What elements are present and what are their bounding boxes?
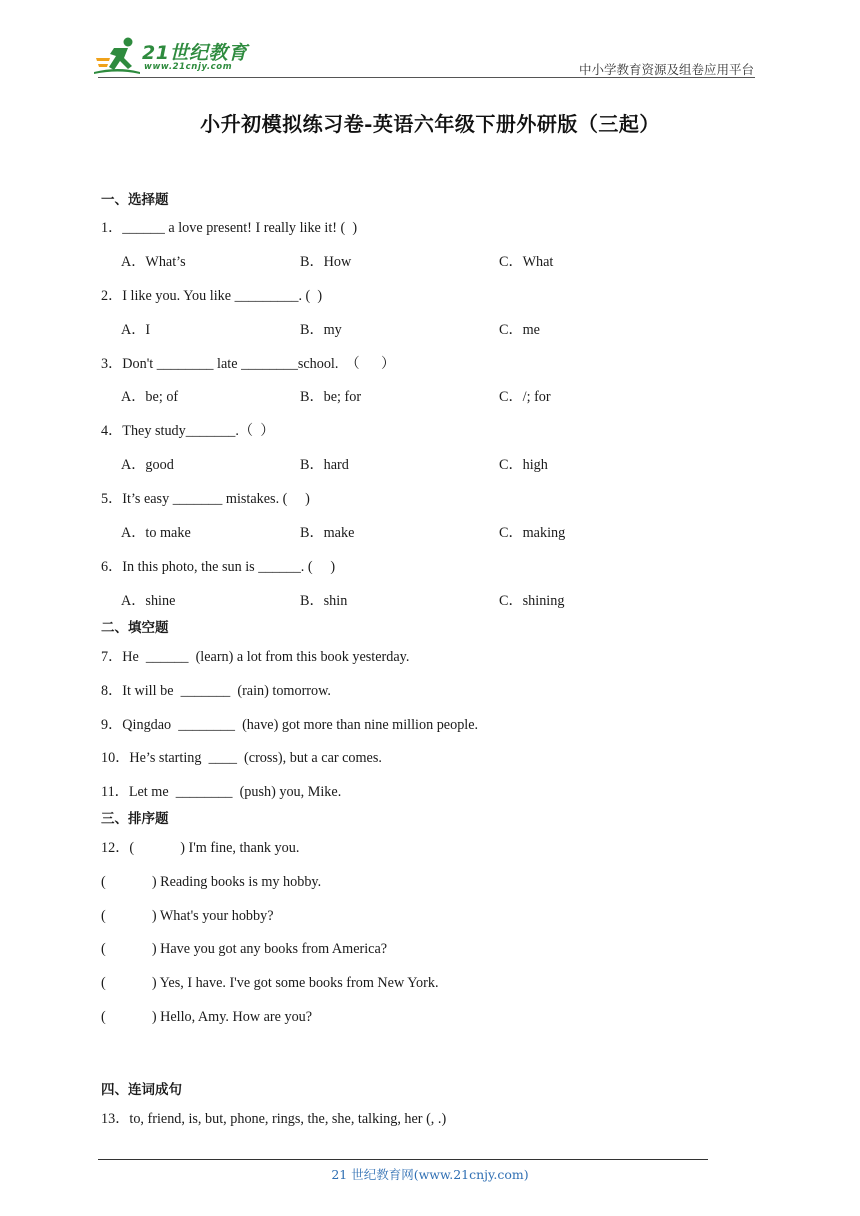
section-title-fill: 二、填空题 xyxy=(101,620,169,636)
q2-option-c: C．me xyxy=(499,322,540,338)
logo-text: 21世纪教育 xyxy=(142,42,248,64)
order-item: ( ) Reading books is my hobby. xyxy=(101,874,322,890)
question-11: 11．Let me ________ (push) you, Mike. xyxy=(101,784,342,800)
question-9: 9．Qingdao ________ (have) got more than nine million people. xyxy=(101,717,479,733)
question-10: 10．He’s starting ____ (cross), but a car comes. xyxy=(101,750,382,766)
order-item: ( ) Have you got any books from America? xyxy=(101,941,388,957)
q1-option-b: B．How xyxy=(300,254,352,270)
logo-url: www.21cnjy.com xyxy=(144,62,233,72)
q1-option-a: A．What’s xyxy=(121,254,186,270)
footer-link[interactable]: 21 世纪教育网(www.21cnjy.com) xyxy=(331,1167,529,1182)
question-13: 13．to, friend, is, but, phone, rings, the, she, talking, her (, .) xyxy=(101,1111,447,1127)
q3-option-c: C．/; for xyxy=(499,389,551,405)
section-title-order: 三、排序题 xyxy=(101,811,169,827)
question-7: 7．He ______ (learn) a lot from this book yesterday. xyxy=(101,649,410,665)
page-header xyxy=(0,0,860,80)
q6-option-b: B．shin xyxy=(300,593,348,609)
question-12: 12．( ) I'm fine, thank you. xyxy=(101,840,300,856)
runner-logo-icon xyxy=(94,36,142,76)
q2-option-a: A．I xyxy=(121,322,151,338)
question-4: 4．They study_______.（ ） xyxy=(101,423,275,439)
logo xyxy=(94,36,264,76)
q3-option-b: B．be; for xyxy=(300,389,362,405)
question-5: 5．It’s easy _______ mistakes. ( ) xyxy=(101,491,310,507)
question-8: 8．It will be _______ (rain) tomorrow. xyxy=(101,683,331,699)
section-title-sentence: 四、连词成句 xyxy=(101,1082,182,1098)
question-6: 6．In this photo, the sun is ______. ( ) xyxy=(101,559,336,575)
question-2: 2．I like you. You like _________. ( ) xyxy=(101,288,323,304)
q4-option-b: B．hard xyxy=(300,457,349,473)
section-title-choice: 一、选择题 xyxy=(101,192,169,208)
q6-option-c: C．shining xyxy=(499,593,565,609)
footer-divider xyxy=(98,1159,708,1160)
q3-option-a: A．be; of xyxy=(121,389,179,405)
order-item: ( ) Hello, Amy. How are you? xyxy=(101,1009,313,1025)
q2-option-b: B．my xyxy=(300,322,342,338)
q5-option-a: A．to make xyxy=(121,525,191,541)
q6-option-a: A．shine xyxy=(121,593,176,609)
order-item: ( ) What's your hobby? xyxy=(101,908,274,924)
question-3: 3．Don't ________ late ________school. （ ） xyxy=(101,356,396,372)
q1-option-c: C．What xyxy=(499,254,554,270)
question-1: 1．______ a love present! I really like it! ( ) xyxy=(101,220,358,236)
q4-option-c: C．high xyxy=(499,457,548,473)
q4-option-a: A．good xyxy=(121,457,174,473)
q5-option-c: C．making xyxy=(499,525,566,541)
header-platform-text: 中小学教育资源及组卷应用平台 xyxy=(578,62,754,77)
order-item: ( ) Yes, I have. I've got some books from New York. xyxy=(101,975,439,991)
header-divider xyxy=(98,77,755,78)
page-title: 小升初模拟练习卷-英语六年级下册外研版（三起） xyxy=(200,112,660,136)
q5-option-b: B．make xyxy=(300,525,355,541)
